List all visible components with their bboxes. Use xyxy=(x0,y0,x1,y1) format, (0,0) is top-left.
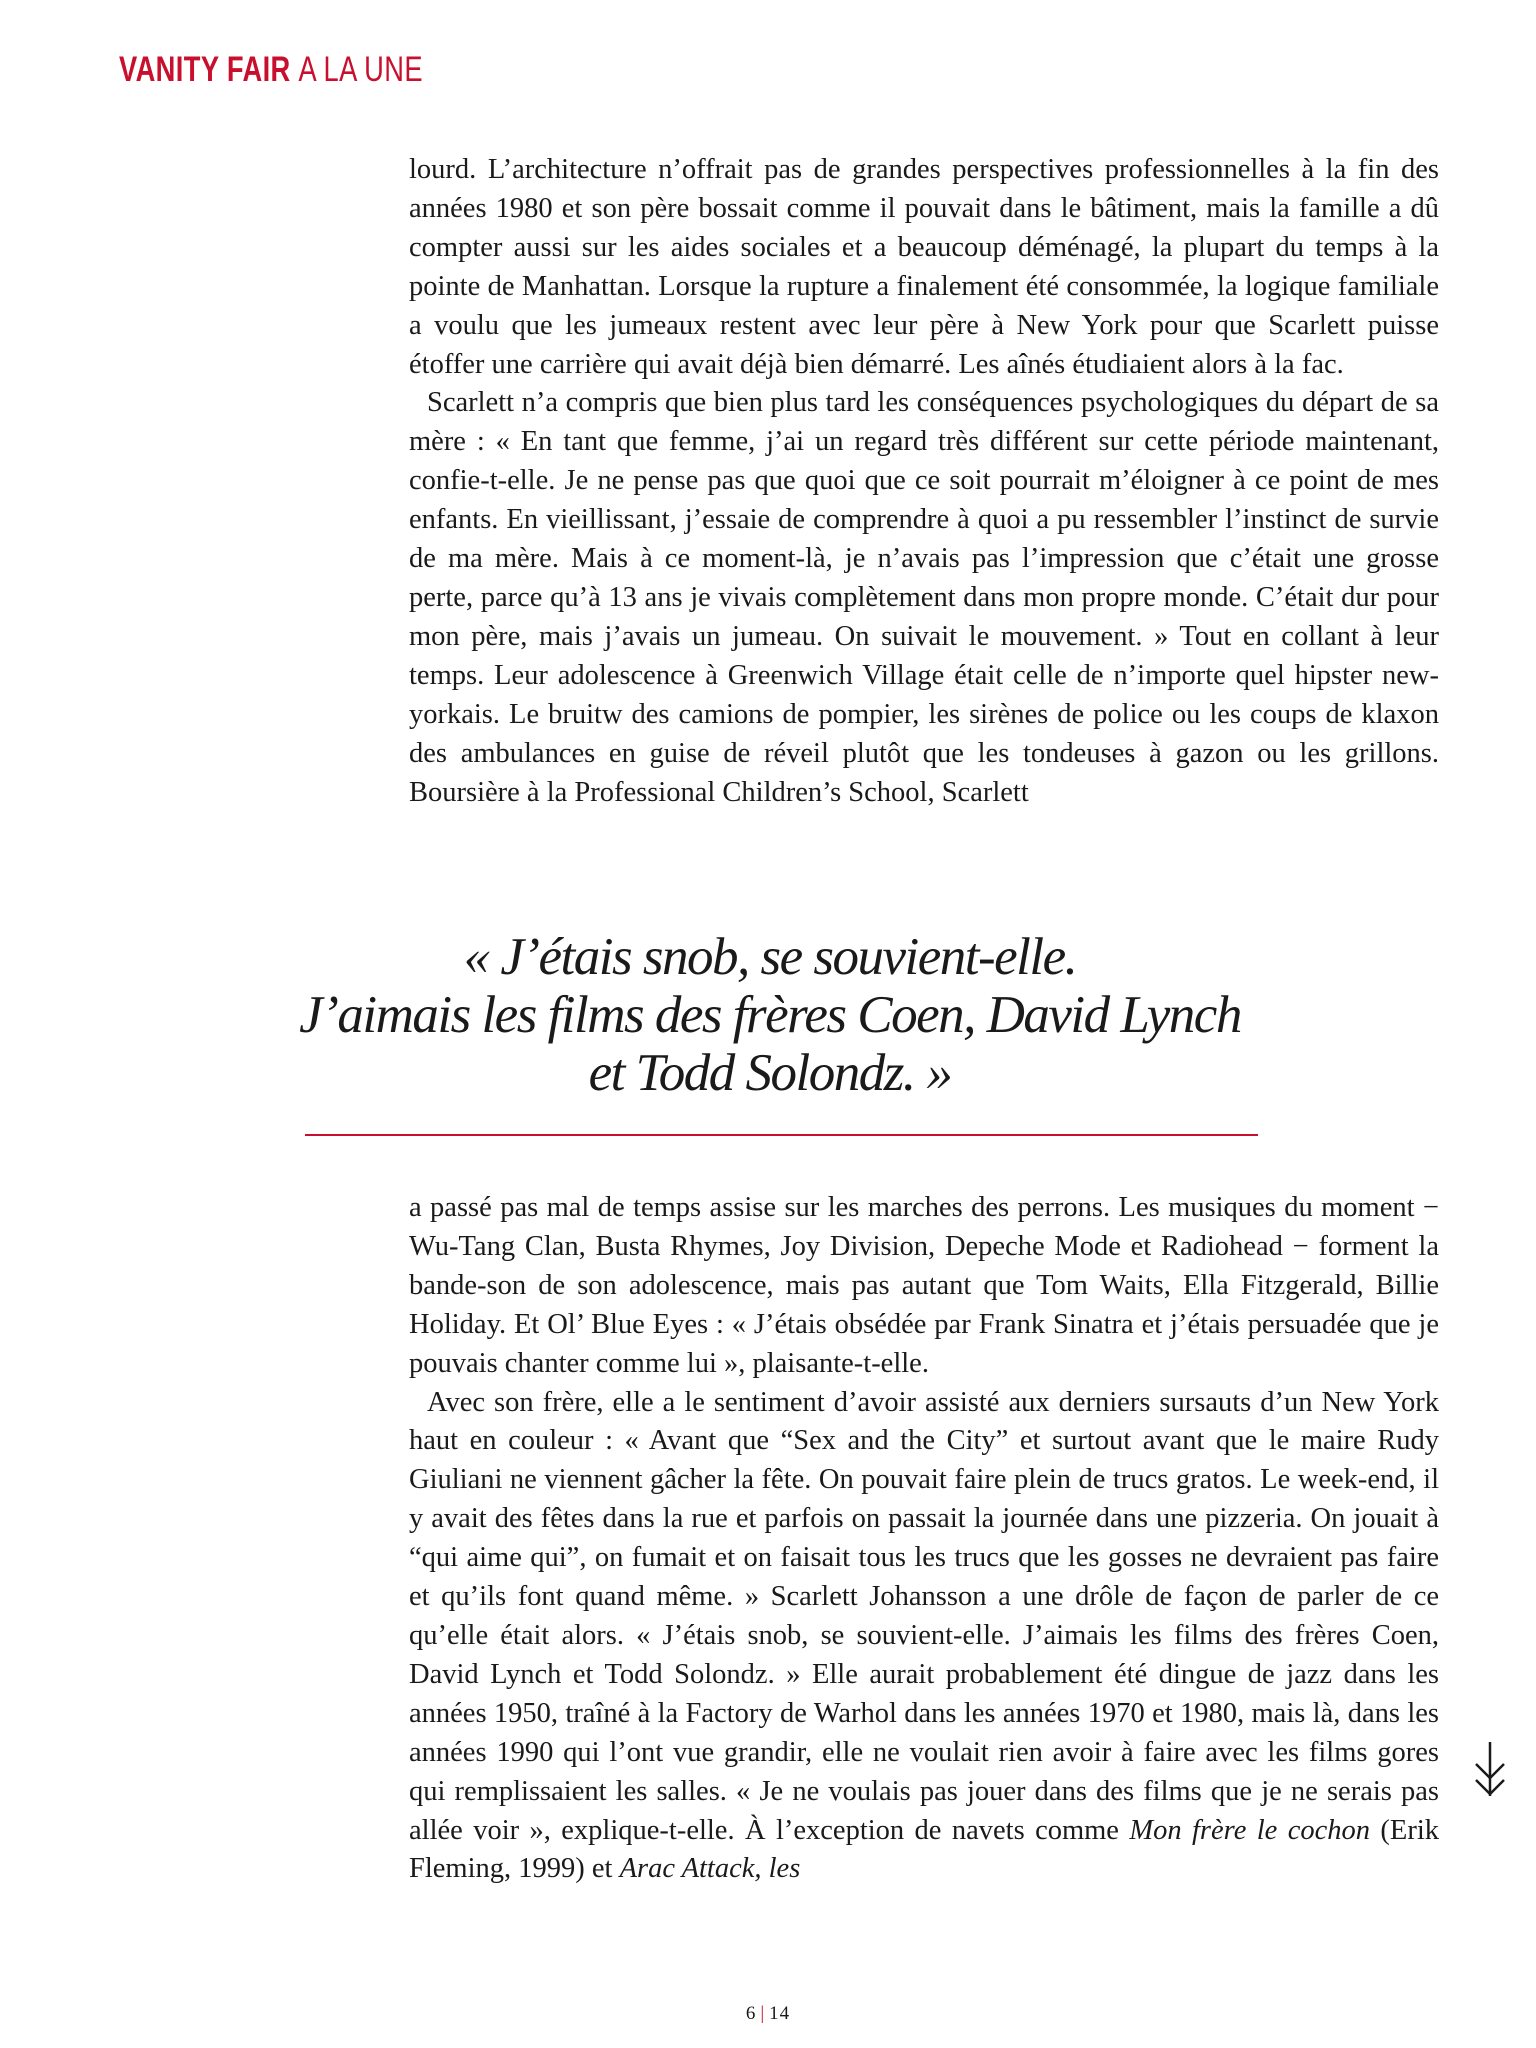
pull-quote-line: et Todd Solondz. » xyxy=(588,1044,952,1102)
pull-quote xyxy=(240,928,1300,1102)
page-separator: | xyxy=(760,2003,766,2024)
article-paragraph: a passé pas mal de temps assise sur les marches des perrons. Les musiques du moment − Wu-Tang Clan, Busta Rhymes, Joy Division, Depeche Mode et Radiohead − forment la bande-son de son adolescence, mais pas autant que Tom Waits, Ella Fitzgerald, Billie Holiday. Et Ol’ Blue Eyes : « J’étais obsédée par Frank Sinatra et j’étais persuadée que je pouvais chanter comme lui », plaisante-t-elle. xyxy=(409,1192,1439,1379)
pull-quote-line: J’aimais les films des frères Coen, David Lynch xyxy=(299,986,1241,1044)
page-number xyxy=(0,2003,1536,2025)
paragraph-text: (Erik Fleming, 1999) et xyxy=(409,1814,1439,1885)
pull-quote-line: « J’étais snob, se souvient-elle. xyxy=(463,928,1077,986)
article-paragraph: Scarlett n’a compris que bien plus tard les conséquences psychologiques du départ de sa mère : « En tant que femme, j’ai un regard très différent sur cette période maintenant, confie-t-elle. Je ne pense pas que quoi que ce soit pourrait m’éloigner à ce point de mes enfants. En vieillissant, j’essaie de comprendre à quoi a pu ressembler l’instinct de survie de ma mère. Mais à ce moment-là, je n’avais pas l’impression que c’était une grosse perte, parce qu’à 13 ans je vivais complètement dans mon propre monde. C’était dur pour mon père, mais j’avais un jumeau. On suivait le mouvement. » Tout en collant à leur temps. Leur adolescence à Greenwich Village était celle de n’importe quel hipster new-yorkais. Le bruitw des camions de pompier, les sirènes de police ou les coups de klaxon des ambulances en guise de réveil plutôt que les tondeuses à gazon ou les grillons. Boursière à la Professional Children’s School, Scarlett xyxy=(409,387,1439,808)
section-name: A LA UNE xyxy=(298,50,423,89)
article-column-bottom xyxy=(409,1189,1439,1889)
magazine-header xyxy=(119,50,423,90)
film-title: Arac Attack, les xyxy=(619,1853,801,1885)
brand-name: VANITY FAIR xyxy=(119,50,291,89)
pull-quote-divider xyxy=(305,1134,1258,1136)
page-total: 14 xyxy=(769,2003,791,2024)
film-title: Mon frère le cochon xyxy=(1129,1814,1371,1846)
article-paragraph xyxy=(409,1384,1439,1890)
scroll-down-arrow-icon[interactable] xyxy=(1472,1740,1508,1800)
article-column-top xyxy=(409,151,1439,812)
page-current: 6 xyxy=(745,2003,757,2024)
paragraph-text: Avec son frère, elle a le sentiment d’avoir assisté aux derniers sursauts d’un New York haut en couleur : « Avant que “Sex and the City” et surtout avant que le maire Rudy Giuliani ne viennent gâcher la fête. On pouvait faire plein de trucs gratos. Le week-end, il y avait des fêtes dans la rue et parfois on passait la journée dans une pizzeria. On jouait à “qui aime qui”, on fumait et on faisait tous les trucs que les gosses ne devraient pas faire et qu’ils font quand même. » Scarlett Johansson a une drôle de façon de parler de ce qu’elle était alors. « J’étais snob, se souvient-elle. J’aimais les films des frères Coen, David Lynch et Todd Solondz. » Elle aurait probablement été dingue de jazz dans les années 1950, traîné à la Factory de Warhol dans les années 1970 et 1980, mais là, dans les années 1990 qui l’ont vue grandir, elle ne voulait rien avoir à faire avec les films gores qui remplissaient les salles. « Je ne voulais pas jouer dans des films que je ne serais pas allée voir », explique-t-elle. À l’exception de navets comme xyxy=(409,1386,1439,1846)
article-paragraph: lourd. L’architecture n’offrait pas de grandes perspectives professionnelles à la fin des années 1980 et son père bossait comme il pouvait dans le bâtiment, mais la famille a dû compter aussi sur les aides sociales et a beaucoup déménagé, la plupart du temps à la pointe de Manhattan. Lorsque la rupture a finalement été consommée, la logique familiale a voulu que les jumeaux restent avec leur père à New York pour que Scarlett puisse étoffer une carrière qui avait déjà bien démarré. Les aînés étudiaient alors à la fac. xyxy=(409,154,1439,380)
